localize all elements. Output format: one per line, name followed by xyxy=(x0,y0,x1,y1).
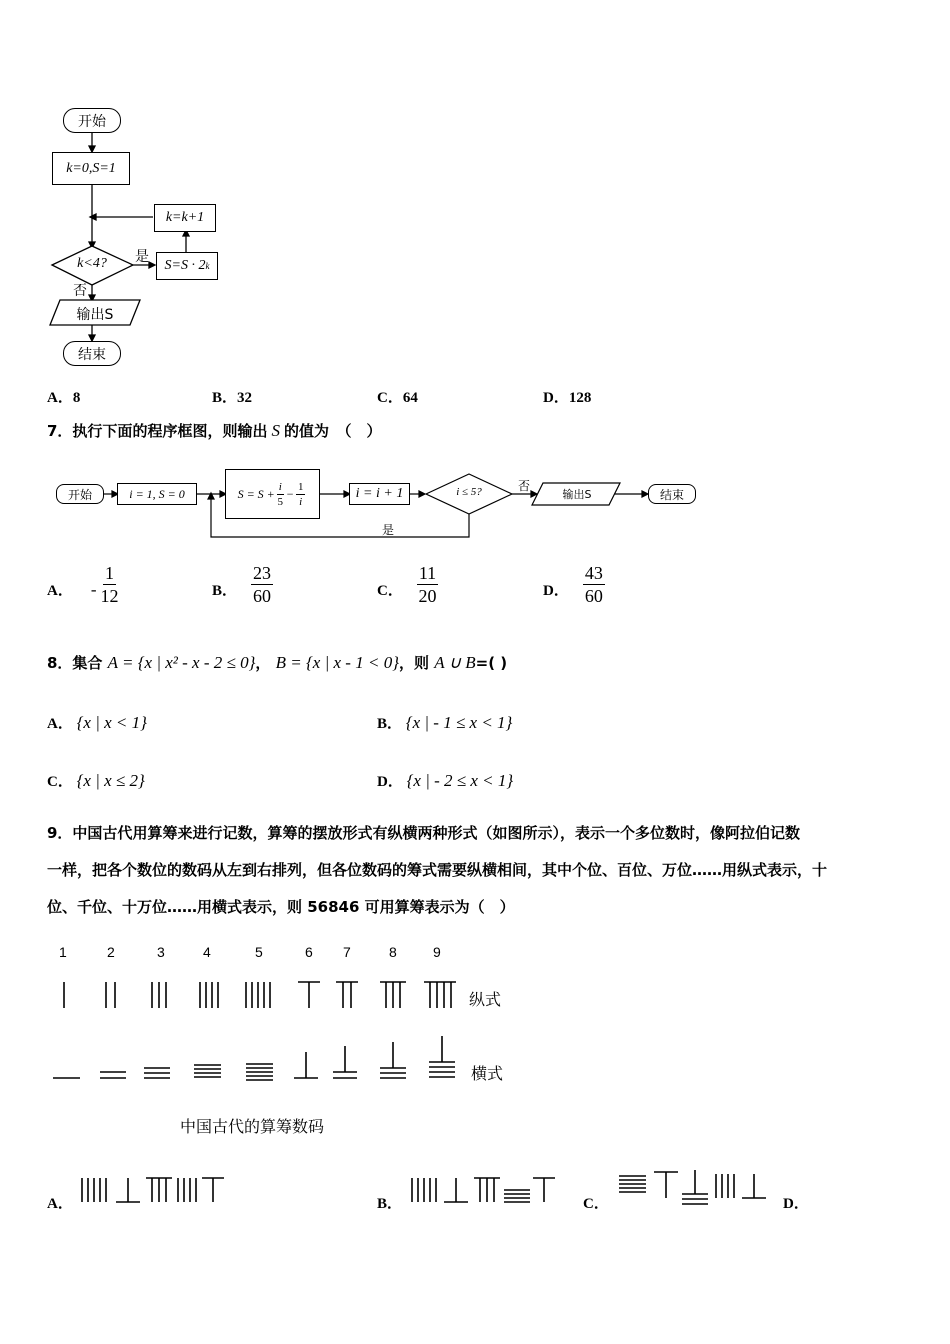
q7-option-d: D． $\frac{43}{60}$ xyxy=(543,563,603,606)
q9-stem-line2: 一样，把各个数位的数码从左到右排列，但各位数码的筹式需要纵横相间，其中个位、百位、万位……用纵式表示，十 xyxy=(47,861,828,879)
digit-label: 9 xyxy=(433,944,441,960)
q6-option-c: C．64 xyxy=(377,390,418,406)
q6-option-b: B．32 xyxy=(212,390,253,406)
fc2-inc: i = i + 1 xyxy=(349,483,410,505)
q8-option-d: D． {x | - 2 ≤ x < 1} xyxy=(377,771,514,790)
digit-label: 3 xyxy=(157,944,165,960)
fc1-output: 输出S xyxy=(76,307,114,323)
q6-option-d: D．128 xyxy=(543,390,592,406)
digit-label: 1 xyxy=(59,944,67,960)
q7-stem: 7．执行下面的程序框图，则输出 S 的值为 （ ） xyxy=(47,421,382,440)
q8-stem: 8．集合 A = {x | x² - x - 2 ≤ 0}， B = {x | x - 1 < 0}，则 A ∪ B=( ) xyxy=(47,653,508,672)
q8-option-b: B． {x | - 1 ≤ x < 1} xyxy=(377,713,513,732)
flowchart-2-lines xyxy=(0,460,950,550)
q6-option-a: A．8 xyxy=(47,390,81,406)
digit-label: 4 xyxy=(203,944,211,960)
figure-caption: 中国古代的算筹数码 xyxy=(180,1117,325,1136)
vertical-style-label: 纵式 xyxy=(469,990,502,1009)
digit-label: 5 xyxy=(255,944,263,960)
q7-option-b: B． $\frac{23}{60}$ xyxy=(212,563,272,606)
q9-option-rods xyxy=(0,1160,950,1220)
q9-stem-line1: 9．中国古代用算筹来进行记数，算筹的摆放形式有纵横两种形式（如图所示），表示一个多位数时，像阿拉伯记数 xyxy=(47,824,800,842)
flowchart-1-lines xyxy=(0,0,950,400)
q9-option-b-letter: B． xyxy=(377,1196,403,1212)
fc2-end: 结束 xyxy=(648,484,696,504)
horizontal-style-label: 横式 xyxy=(471,1064,504,1083)
fc1-cond: k<4? xyxy=(77,256,107,271)
counting-rod-digit-labels xyxy=(0,944,950,966)
fc1-inc: k=k+1 xyxy=(154,204,216,232)
fc2-yes-label: 是 xyxy=(382,523,395,537)
q9-option-a-letter: A． xyxy=(47,1196,73,1212)
fc1-yes-label: 是 xyxy=(135,249,149,265)
digit-label: 6 xyxy=(305,944,313,960)
q8-option-a: A． {x | x < 1} xyxy=(47,713,147,732)
fc2-output: 输出S xyxy=(562,488,592,501)
q9-option-d-letter: D． xyxy=(783,1196,809,1212)
fc1-init: k=0,S=1 xyxy=(52,152,130,185)
fc2-start: 开始 xyxy=(56,484,104,504)
q9-stem-line3: 位、千位、十万位……用横式表示，则 56846 可用算筹表示为（ ） xyxy=(47,898,515,916)
digit-label: 7 xyxy=(343,944,351,960)
fc1-no-label: 否 xyxy=(73,283,87,299)
fc1-end: 结束 xyxy=(63,341,121,366)
fc2-cond: i ≤ 5? xyxy=(456,486,482,498)
q8-option-c: C． {x | x ≤ 2} xyxy=(47,771,145,790)
fc1-start: 开始 xyxy=(63,108,121,133)
fc2-update: S = S + $\frac{i}{5}$ − $\frac{1}{i}$ xyxy=(225,469,320,519)
q7-option-c: C． $\frac{11}{20}$ xyxy=(377,563,437,606)
q7-option-a: A． - $\frac{1}{12}$ xyxy=(47,563,119,606)
q9-option-c-letter: C． xyxy=(583,1196,609,1212)
fc2-no-label: 否 xyxy=(518,479,531,493)
digit-label: 2 xyxy=(107,944,115,960)
digit-label: 8 xyxy=(389,944,397,960)
fc2-init: i = 1, S = 0 xyxy=(117,483,197,505)
fc1-update: S=S · 2 k xyxy=(156,252,218,280)
